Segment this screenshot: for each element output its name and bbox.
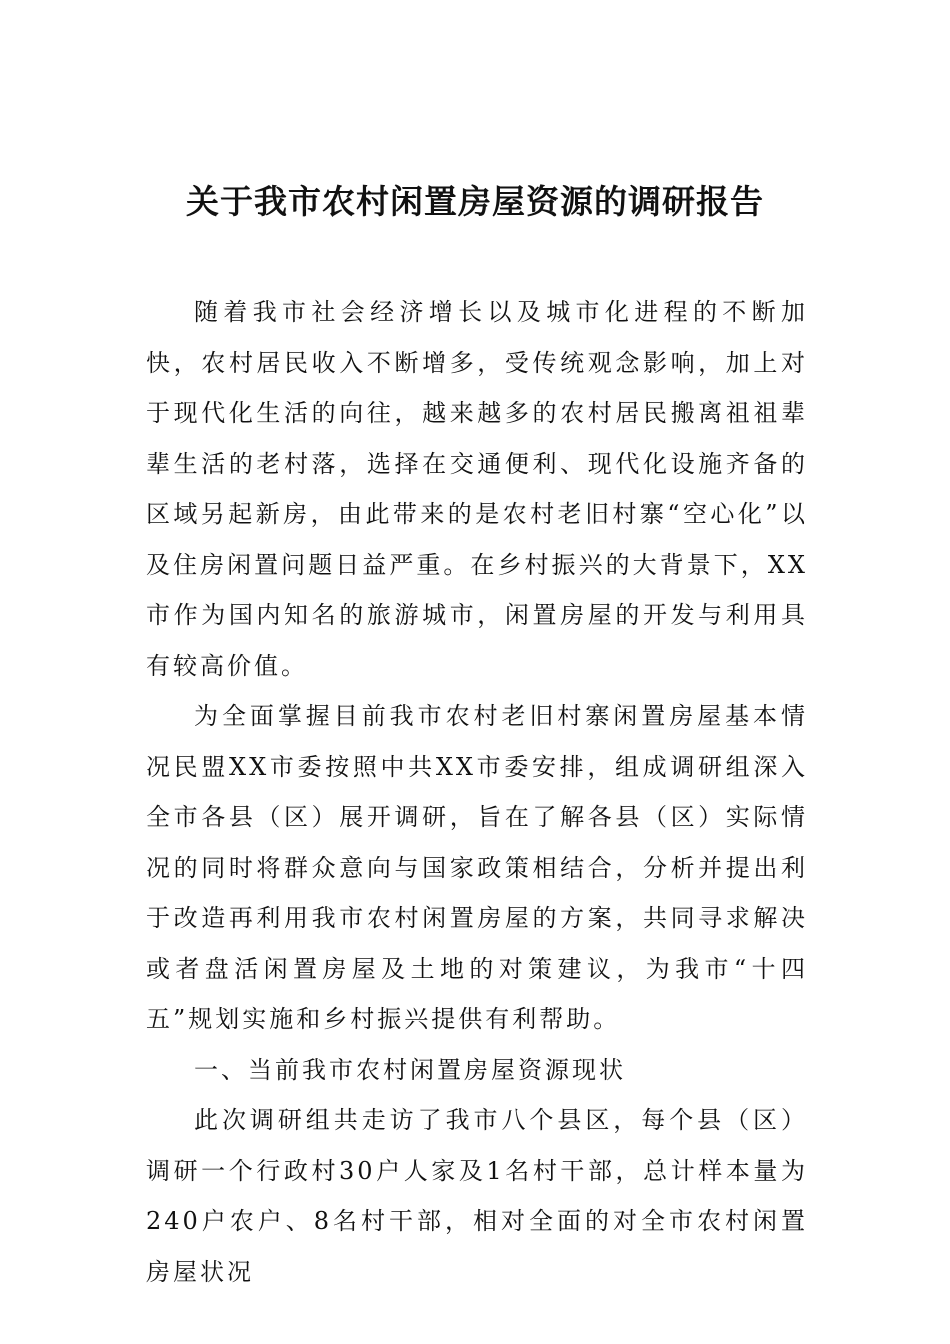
document-body: [146, 287, 808, 1297]
document-title: 关于我市农村闲置房屋资源的调研报告: [186, 182, 764, 222]
section-paragraph: 此次调研组共走访了我市八个县区，每个县（区）调研一个行政村30户人家及1名村干部，总计样本量为240户农户、8名村干部，相对全面的对全市农村闲置房屋状况: [146, 1106, 808, 1286]
section-heading: 一、当前我市农村闲置房屋资源现状: [194, 1055, 626, 1084]
purpose-paragraph: 为全面掌握目前我市农村老旧村寨闲置房屋基本情况民盟XX市委按照中共XX市委安排，组成调研组深入全市各县（区）展开调研，旨在了解各县（区）实际情况的同时将群众意向与国家政策相结合，分析并提出利于改造再利用我市农村闲置房屋的方案，共同寻求解决或者盘活闲置房屋及土地的对策建议，为我市“十四五”规划实施和乡村振兴提供有利帮助。: [146, 702, 808, 1033]
intro-paragraph: 随着我市社会经济增长以及城市化进程的不断加快，农村居民收入不断增多，受传统观念影响，加上对于现代化生活的向往，越来越多的农村居民搬离祖祖辈辈生活的老村落，选择在交通便利、现代化设施齐备的区域另起新房，由此带来的是农村老旧村寨“空心化”以及住房闲置问题日益严重。在乡村振兴的大背景下，XX市作为国内知名的旅游城市，闲置房屋的开发与利用具有较高价值。: [146, 298, 808, 680]
